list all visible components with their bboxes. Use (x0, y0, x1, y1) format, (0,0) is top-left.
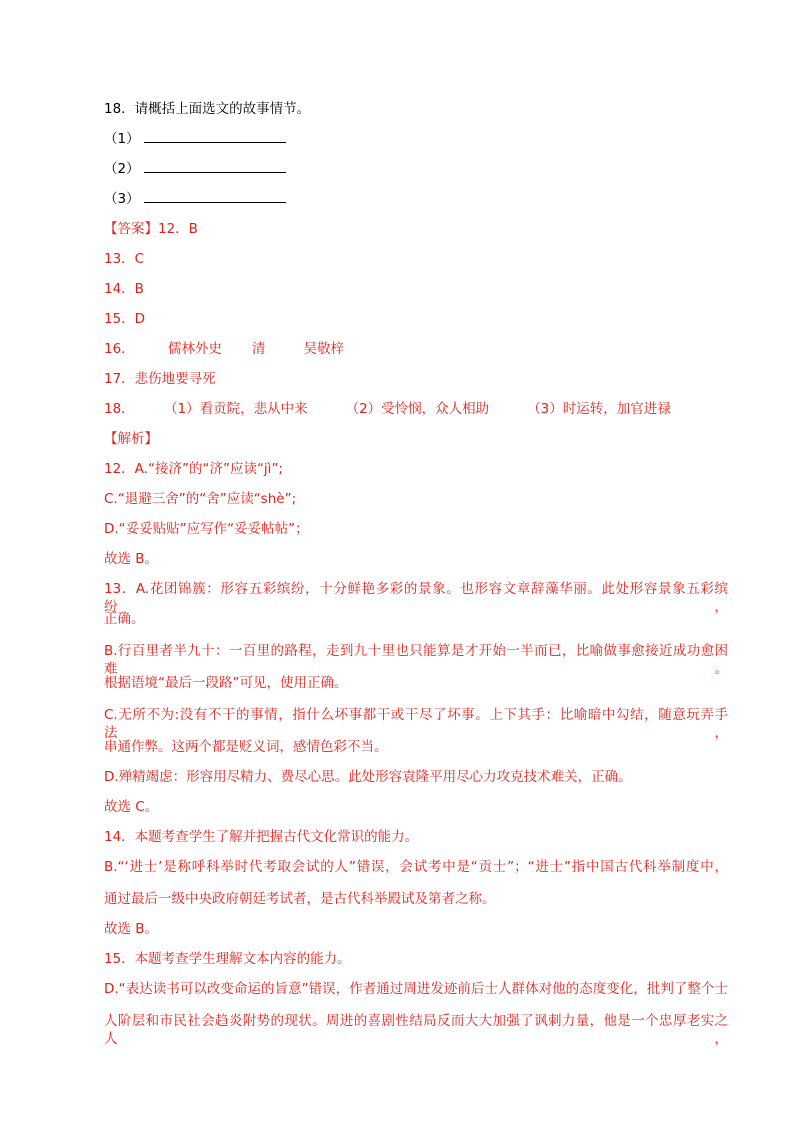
analysis-header: 【解析】 (104, 431, 158, 447)
answer-14: 14．B (104, 281, 144, 297)
answer-15: 15．D (104, 311, 146, 327)
analysis-12-line: 故选 B。 (104, 551, 159, 567)
analysis-12-line: C.“退避三舍”的“舍”应读“shè”; (104, 491, 297, 507)
analysis-14-line: 故选 B。 (104, 921, 159, 937)
answer-18-part-1: （1）看贡院，悲从中来 (164, 401, 308, 417)
analysis-12-line: 12．A.“接济”的“济”应读“jì”; (104, 461, 283, 477)
answer-16-author: 吴敬梓 (303, 341, 344, 357)
answer-18 (104, 400, 671, 418)
blank-label: （1） (104, 131, 140, 147)
answer-blank-line (144, 160, 286, 173)
analysis-13-line: 正确。 (104, 611, 145, 627)
answer-18-part-2: （2）受怜悯，众人相助 (345, 401, 490, 417)
answer-blank-line (144, 190, 286, 203)
analysis-13-line: C.无所不为:没有不干的事情，指什么坏事都干或干尽了坏事。上下其手：比喻暗中勾结，随意玩弄手法， (104, 707, 728, 741)
analysis-13-line: 13．A.花团锦簇：形容五彩缤纷，十分鲜艳多彩的景象。也形容文章辞藻华丽。此处形容景象五彩缤纷， (104, 581, 728, 615)
analysis-13-line: 故选 C。 (104, 799, 159, 815)
answer-16-book: 儒林外史 (168, 341, 222, 357)
answer-18-number: 18． (104, 401, 135, 417)
analysis-13-line: D.殚精竭虑：形容用尽精力、费尽心思。此处形容袁隆平用尽心力攻克技术难关，正确。 (104, 769, 632, 785)
analysis-14-line: 14．本题考查学生了解并把握古代文化常识的能力。 (104, 829, 419, 845)
question-18-title: 18．请概括上面选文的故事情节。 (104, 101, 311, 117)
answer-17: 17．悲伤地要寻死 (104, 371, 216, 387)
analysis-13-line: 串通作弊。这两个都是贬义词，感情色彩不当。 (104, 739, 388, 755)
answer-blank-line (144, 130, 286, 143)
answer-16-number: 16． (104, 341, 135, 357)
question-18-blank-1[interactable] (104, 130, 286, 148)
analysis-15-line: 15．本题考查学生理解文本内容的能力。 (104, 951, 351, 967)
question-18-blank-3[interactable] (104, 190, 286, 208)
question-18-blank-2[interactable] (104, 160, 286, 178)
analysis-15-line: D.“表达读书可以改变命运的旨意”错误，作者通过周进发迹前后士人群体对他的态度变化，批判了整个士 (104, 981, 728, 997)
blank-label: （3） (104, 191, 140, 207)
analysis-14-line: B.“‘进士’是称呼科举时代考取会试的人”错误，会试考中是“贡士”；“进士”指中国古代科举制度中， (104, 859, 728, 875)
answer-16-dynasty: 清 (252, 341, 266, 357)
blank-label: （2） (104, 161, 140, 177)
answer-header: 【答案】12．B (104, 221, 198, 237)
analysis-13-line: B.行百里者半九十：一百里的路程，走到九十里也只能算是才开始一半而已，比喻做事愈接近成功愈困难。 (104, 643, 728, 677)
analysis-13-line: 根据语境“最后一段路”可见，使用正确。 (104, 675, 348, 691)
answer-16 (104, 340, 344, 358)
answer-13: 13．C (104, 251, 145, 267)
analysis-14-line: 通过最后一级中央政府朝廷考试者，是古代科举殿试及第者之称。 (104, 891, 496, 907)
analysis-12-line: D.“妥妥贴贴”应写作“妥妥帖帖”； (104, 521, 309, 537)
answer-18-part-3: （3）时运转，加官进禄 (527, 401, 671, 417)
analysis-15-line: 人阶层和市民社会趋炎附势的现状。周进的喜剧性结局反而大大加强了讽刺力量，他是一个忠厚老实之人， (104, 1013, 728, 1047)
